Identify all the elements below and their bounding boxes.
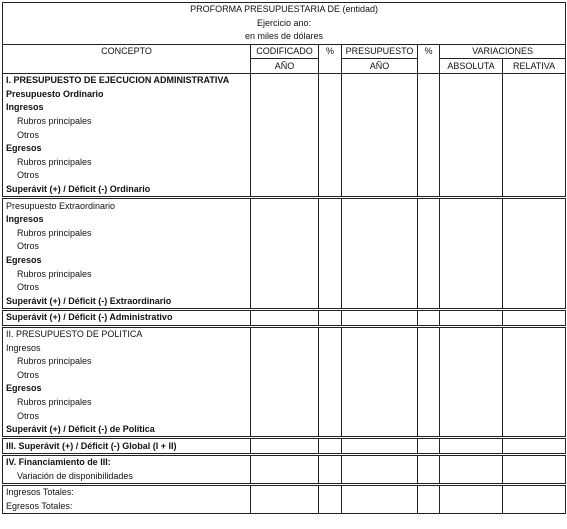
row-policy-budget: II. PRESUPUESTO DE POLITICA [3, 326, 251, 341]
row-ext-expenses-other: Otros [3, 281, 251, 295]
col-presupuesto: PRESUPUESTO [342, 44, 418, 59]
row-ord-income: Ingresos [3, 101, 251, 115]
row-ext-income: Ingresos [3, 213, 251, 227]
col-presupuesto-year: AÑO [342, 59, 418, 74]
row-pol-expenses: Egresos [3, 382, 251, 396]
row-ext-surplus: Superávit (+) / Déficit (-) Extraordinario [3, 294, 251, 309]
row-cash-variation: Variación de disponibilidades [3, 470, 251, 485]
row-admin-budget: I. PRESUPUESTO DE EJECUCION ADMINISTRATIVA [3, 73, 251, 87]
col-concepto: CONCEPTO [3, 44, 251, 73]
form-title: PROFORMA PRESUPUESTARIA DE (entidad) [3, 3, 566, 17]
row-pol-income-other: Otros [3, 368, 251, 382]
row-extraordinary-budget: Presupuesto Extraordinario [3, 198, 251, 213]
row-total-income: Ingresos Totales: [3, 485, 251, 500]
row-pol-income-main: Rubros principales [3, 355, 251, 369]
budget-table [2, 2, 566, 514]
col-pct-1: % [319, 44, 342, 73]
col-codificado: CODIFICADO [251, 44, 319, 59]
row-global-surplus: III. Superávit (+) / Déficit (-) Global (I + II) [3, 438, 251, 455]
row-pol-expenses-other: Otros [3, 409, 251, 423]
row-ext-income-main: Rubros principales [3, 227, 251, 241]
col-pct-2: % [418, 44, 440, 73]
row-ord-expenses: Egresos [3, 142, 251, 156]
col-relativa: RELATIVA [503, 59, 566, 74]
row-ext-expenses-main: Rubros principales [3, 267, 251, 281]
row-pol-surplus: Superávit (+) / Déficit (-) de Política [3, 423, 251, 438]
row-ord-income-other: Otros [3, 128, 251, 142]
row-total-expenses: Egresos Totales: [3, 500, 251, 514]
row-pol-income: Ingresos [3, 341, 251, 355]
row-ord-surplus: Superávit (+) / Déficit (-) Ordinario [3, 183, 251, 198]
row-ext-income-other: Otros [3, 240, 251, 254]
row-ord-income-main: Rubros principales [3, 115, 251, 129]
row-admin-surplus: Superávit (+) / Déficit (-) Administrativo [3, 310, 251, 327]
fiscal-year-label: Ejercicio ano: [3, 17, 566, 31]
row-ordinary-budget: Presupuesto Ordinario [3, 88, 251, 102]
row-financing: IV. Financiamiento de III: [3, 455, 251, 470]
row-ord-expenses-other: Otros [3, 169, 251, 183]
col-absoluta: ABSOLUTA [440, 59, 503, 74]
row-ord-expenses-main: Rubros principales [3, 156, 251, 170]
col-codificado-year: AÑO [251, 59, 319, 74]
row-pol-expenses-main: Rubros principales [3, 396, 251, 410]
col-variaciones: VARIACIONES [440, 44, 566, 59]
row-ext-expenses: Egresos [3, 254, 251, 268]
units-label: en miles de dólares [3, 30, 566, 44]
